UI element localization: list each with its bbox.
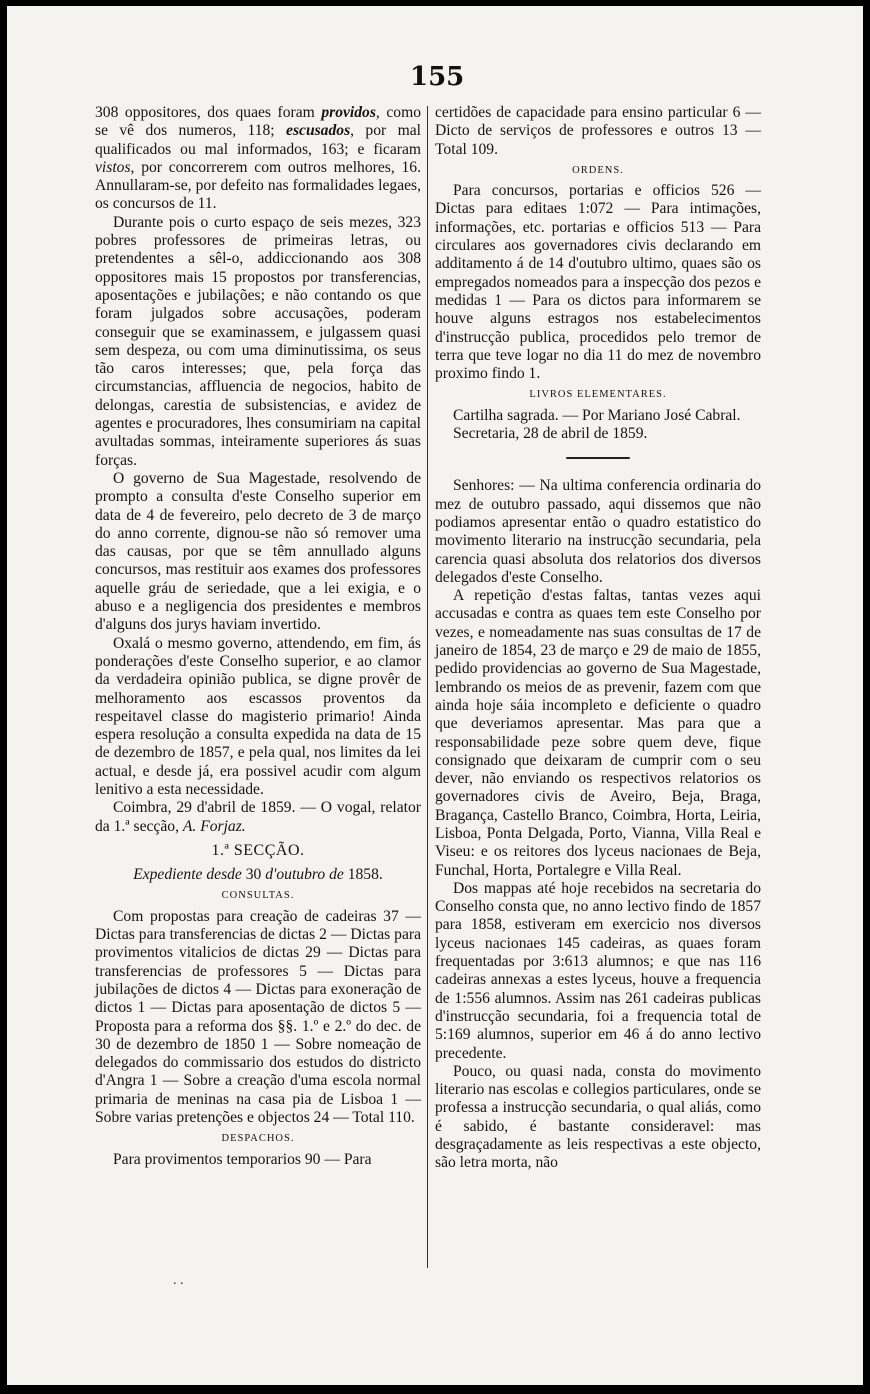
paragraph-mappas: Dos mappas até hoje recebidos na secretaria do Conselho consta que, no anno lectivo findo de 1857 para 1858, estiveram em exercicio nos diversos lyceus nacionaes 145 cadeiras, as quaes foram frequentadas por 3:613 alumnos; e que nas 116 cadeiras annexas a estes lyceus, houve a frequencia de 1:556 alumnos. Assim nas 261 cadeiras publicas d'instrucção secundaria, foi a frequencia total de 5:169 alumnos, superior em 46 á do anno lectivo precedente. bbox=[435, 879, 761, 1062]
section-separator bbox=[566, 457, 630, 459]
italic-run: d'outubro de bbox=[265, 866, 344, 884]
cartilha-line: Cartilha sagrada. — Por Mariano José Cabral. bbox=[453, 406, 741, 424]
text-run: Coimbra, 29 d'abril de 1859. — O vogal, relator da 1.ª secção, bbox=[95, 799, 421, 835]
column-divider bbox=[427, 106, 428, 1268]
paragraph-repeticao: A repetição d'estas faltas, tantas vezes aqui accusadas e contra as quaes tem este Conselho por vezes, e nomeadamente nas suas consultas de 17 de janeiro de 1854, 23 de março e 29 de maio de 1855, pedido providencias ao governo de Sua Magestade, lembrando os meios de as prevenir, fazem com que ainda hoje sáia incompleto e deficiente o quadro que deveriamos apresentar. Mas para que a responsabilidade peze sobre quem deve, fique consignado que deixaram de cumprir com o seu dever, não enviando os respectivos relatorios os governadores civis de Aveiro, Beja, Braga, Bragança, Castello Branco, Coimbra, Horta, Leiria, Lisboa, Ponta Delgada, Porto, Vianna, Villa Real e Viseu: e os reitores dos lyceus nacionaes de Beja, Funchal, Horta, Portalegre e Villa Real. bbox=[435, 587, 761, 879]
text-run: , como se vê dos numeros, 118; bbox=[95, 104, 421, 140]
italic-run: Expediente desde bbox=[133, 866, 242, 884]
paragraph-oppositores bbox=[95, 104, 421, 214]
paragraph-governo: O governo de Sua Magestade, resolvendo de prompto a consulta d'este Conselho superior em data de 4 de fevereiro, pelo decreto de 3 de março do anno corrente, dignou-se não só remover uma das causas, por que se têm annullado alguns concursos, mas restituir aos exames dos professores aquelle gráu de seriedade, que a lei exigia, e o abuso e a negligencia dos presidentes e membros d'alguns dos jurys haviam invertido. bbox=[95, 469, 421, 634]
paragraph-despachos: Para provimentos temporarios 90 — Para bbox=[113, 1150, 372, 1168]
ordens-heading: ORDENS. bbox=[572, 164, 624, 176]
paragraph-oxala: Oxalá o mesmo governo, attendendo, em fim, ás ponderações d'este Conselho superior, e ao clamor da verdadeira opinião publica, se digne provêr de melhoramento aos escassos proventos da respeitavel classe do magisterio primario! Ainda espera resolução a consulta expedida na data de 15 de dezembro de 1857, e pela qual, nos limites da lei actual, e desde já, era possivel acudir com algum lenitivo a esta necessidade. bbox=[95, 634, 421, 798]
signature-line bbox=[95, 799, 421, 836]
paragraph-certidoes: certidões de capacidade para ensino particular 6 — Dicto de serviços de professores e outros 13 — Total 109. bbox=[435, 104, 761, 158]
italic-run: vistos bbox=[95, 158, 131, 176]
text-run: , por concorrerem com outros melhores, 16. Annullaram-se, por defeito nas formalidades legaes, os concursos de 11. bbox=[95, 158, 421, 213]
paragraph-senhores: Senhores: — Na ultima conferencia ordinaria do mez de outubro passado, aqui dissemos que não podiamos apresentar então o quadro estatistico do movimento literario na instrucção secundaria, pela carencia quasi absoluta dos relatorios dos diversos delegados d'este Conselho. bbox=[435, 477, 761, 586]
consultas-heading: CONSULTAS. bbox=[221, 890, 295, 902]
text-run: , por mal qualificados ou mal informados, 163; e ficaram bbox=[95, 122, 421, 158]
left-column bbox=[95, 104, 421, 1169]
section-heading: 1.ª SECÇÃO. bbox=[211, 841, 305, 859]
paragraph-consultas: Com propostas para creação de cadeiras 37 — Dictas para transferencias de dictas 2 — Dictas para provimentos vitalicios de dictas 29 — Dictas para transferencias de professores 5 — Dictas para jubilações de dictos 4 — Dictas para exoneração de dictos 1 — Dictas para aposentação de dictos 5 — Proposta para a reforma dos §§. 1.º e 2.º do dec. de 30 de dezembro de 1850 1 — Sobre nomeação de delegados do commissario dos estudos do districto d'Angra 1 — Sobre a creação d'uma escola normal primaria de meninas na casa pia de Lisboa 1 — Sobre varias pretenções e objectos 24 — Total 110. bbox=[95, 907, 421, 1127]
signature-name: A. Forjaz. bbox=[182, 817, 246, 835]
paragraph-pouco: Pouco, ou quasi nada, consta do movimento literario nas escolas e collegios particulares, onde se professa a instrucção secundaria, o qual aliás, como é sabido, é bastante consideravel: mas desgraçadamente as leis respectivas a este objecto, são letra morta, não bbox=[435, 1062, 761, 1172]
livros-heading: LIVROS ELEMENTARES. bbox=[529, 389, 667, 401]
paragraph-durante: Durante pois o curto espaço de seis mezes, 323 pobres professores de primeiras letras, ou pretendentes a sêl-o, addiccionando aos 308 oppositores mais 15 propostos por transferencias, aposentações e jubilações; e não contando os que foram julgados sobre accusações, poderam conseguir que se examinassem, e julgassem quasi sem despeza, ou com uma diminutissima, os seus tão caros interesses; que, pela força das circumstancias, affluencia de negocios, habito de delongas, carestia de subsistencias, e avidez de agentes e procuradores, lhes consumiriam na capital avultadas sommas, inteiramente superiores ás suas forças. bbox=[95, 213, 421, 469]
right-column bbox=[435, 104, 761, 1173]
footer-dots: . . bbox=[173, 1273, 184, 1288]
italic-run: escusados bbox=[286, 122, 351, 140]
page-number: 155 bbox=[410, 62, 465, 92]
text-run: 1858. bbox=[343, 866, 383, 884]
despachos-heading: DESPACHOS. bbox=[221, 1133, 295, 1145]
italic-run: providos bbox=[321, 104, 376, 121]
paragraph-ordens: Para concursos, portarias e officios 526 — Dictas para editaes 1:072 — Para intimações, informações, etc. portarias e officios 513 — Para circulares aos governadores civis declarando em additamento á de 14 d'outubro ultimo, quaes são os empregados nomeados para a inspecção dos pezos e medidas 1 — Para os dictos para informarem se houve alguns estragos nos estabelecimentos d'instrucção publica, procedidos pelo tremor de terra que teve logar no dia 11 do mez de novembro proximo findo 1. bbox=[435, 182, 761, 383]
expediente-heading bbox=[95, 866, 421, 884]
secretaria-line: Secretaria, 28 de abril de 1859. bbox=[453, 425, 648, 443]
text-run: 308 oppositores, dos quaes foram bbox=[95, 104, 315, 121]
text-run: 30 bbox=[241, 866, 266, 884]
